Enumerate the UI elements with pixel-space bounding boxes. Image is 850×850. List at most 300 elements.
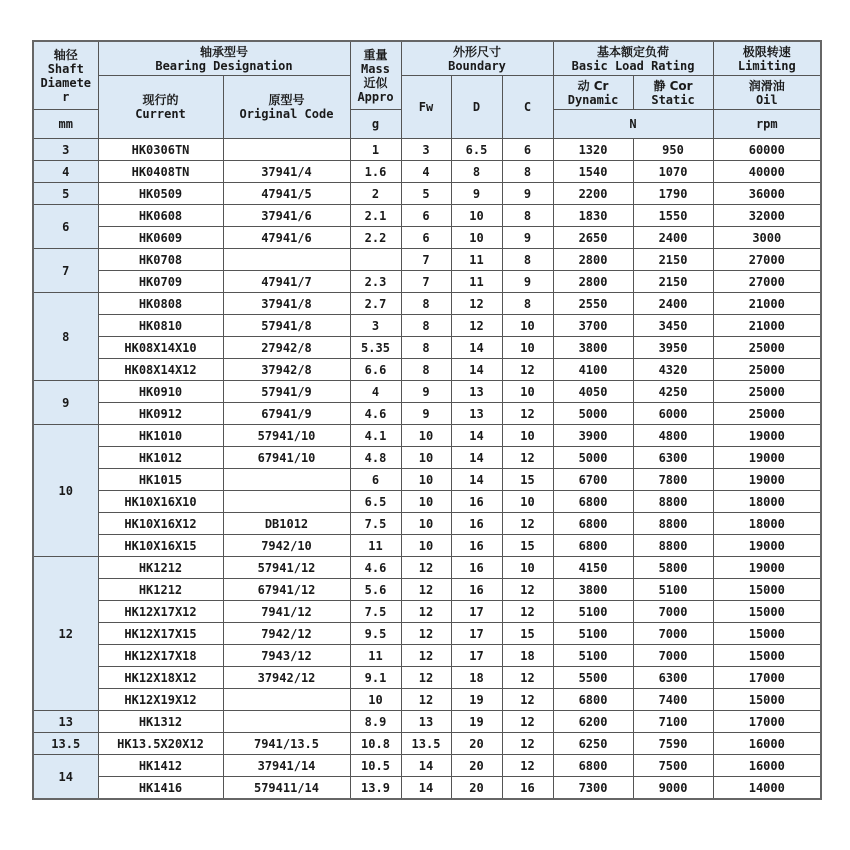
c-cell: 8 bbox=[502, 249, 553, 271]
oil-speed-cell: 19000 bbox=[713, 447, 821, 469]
c-cell: 8 bbox=[502, 293, 553, 315]
fw-cell: 13 bbox=[401, 711, 451, 733]
unit-mass: g bbox=[350, 110, 401, 139]
static-load-cell: 5800 bbox=[633, 557, 713, 579]
table-row bbox=[33, 733, 821, 755]
mass-en-label: Mass bbox=[361, 61, 390, 76]
current-code-cell: HK1416 bbox=[98, 777, 223, 800]
c-cell: 10 bbox=[502, 337, 553, 359]
d-cell: 17 bbox=[451, 623, 502, 645]
designation-cn-label: 轴承型号 bbox=[199, 44, 248, 59]
oil-speed-cell: 27000 bbox=[713, 271, 821, 293]
current-code-cell: HK12X17X12 bbox=[98, 601, 223, 623]
dynamic-load-cell: 5000 bbox=[553, 447, 633, 469]
d-cell: 11 bbox=[451, 249, 502, 271]
fw-cell: 12 bbox=[401, 601, 451, 623]
mass-cell: 5.6 bbox=[350, 579, 401, 601]
d-cell: 18 bbox=[451, 667, 502, 689]
oil-speed-cell: 40000 bbox=[713, 161, 821, 183]
shaft-diameter-cell: 4 bbox=[33, 161, 98, 183]
original-en-label: Original Code bbox=[239, 107, 334, 121]
static-load-cell: 5100 bbox=[633, 579, 713, 601]
current-code-cell: HK0708 bbox=[98, 249, 223, 271]
current-code-cell: HK0609 bbox=[98, 227, 223, 249]
mass-cell: 4.6 bbox=[350, 557, 401, 579]
static-load-cell: 950 bbox=[633, 139, 713, 161]
d-cell: 16 bbox=[451, 557, 502, 579]
oil-speed-cell: 25000 bbox=[713, 403, 821, 425]
current-code-cell: HK12X17X18 bbox=[98, 645, 223, 667]
current-code-cell: HK1312 bbox=[98, 711, 223, 733]
original-code-cell: 47941/7 bbox=[223, 271, 350, 293]
mass-cell: 4.6 bbox=[350, 403, 401, 425]
mass-cell: 8.9 bbox=[350, 711, 401, 733]
oil-speed-cell: 21000 bbox=[713, 293, 821, 315]
current-code-cell: HK10X16X12 bbox=[98, 513, 223, 535]
original-code-cell: 37942/12 bbox=[223, 667, 350, 689]
dynamic-load-cell: 6800 bbox=[553, 755, 633, 777]
original-code-cell: 37941/4 bbox=[223, 161, 350, 183]
oil-speed-cell: 25000 bbox=[713, 337, 821, 359]
mass-cell bbox=[350, 249, 401, 271]
header-oil bbox=[713, 76, 821, 110]
static-load-cell: 2150 bbox=[633, 271, 713, 293]
mass-cn-label: 重量 bbox=[363, 47, 388, 62]
d-cell: 16 bbox=[451, 513, 502, 535]
header-limiting-speed bbox=[713, 41, 821, 76]
fw-cell: 14 bbox=[401, 755, 451, 777]
fw-cell: 12 bbox=[401, 645, 451, 667]
fw-cell: 8 bbox=[401, 359, 451, 381]
shaft-en-label: Shaft bbox=[47, 61, 84, 76]
mass-cell: 2.7 bbox=[350, 293, 401, 315]
table-row bbox=[33, 293, 821, 315]
static-load-cell: 8800 bbox=[633, 513, 713, 535]
static-load-cell: 3950 bbox=[633, 337, 713, 359]
fw-cell: 3 bbox=[401, 139, 451, 161]
fw-cell: 9 bbox=[401, 403, 451, 425]
fw-cell: 6 bbox=[401, 205, 451, 227]
fw-cell: 13.5 bbox=[401, 733, 451, 755]
dynamic-load-cell: 4100 bbox=[553, 359, 633, 381]
d-cell: 20 bbox=[451, 755, 502, 777]
c-cell: 10 bbox=[502, 557, 553, 579]
table-row bbox=[33, 205, 821, 227]
c-cell: 9 bbox=[502, 183, 553, 205]
oil-speed-cell: 18000 bbox=[713, 513, 821, 535]
fw-cell: 10 bbox=[401, 425, 451, 447]
original-code-cell: 579411/14 bbox=[223, 777, 350, 800]
mass-cell: 7.5 bbox=[350, 601, 401, 623]
c-cell: 10 bbox=[502, 425, 553, 447]
mass-cell: 13.9 bbox=[350, 777, 401, 800]
d-cell: 9 bbox=[451, 183, 502, 205]
oil-en-label: Oil bbox=[755, 92, 778, 107]
fw-cell: 14 bbox=[401, 777, 451, 800]
oil-speed-cell: 18000 bbox=[713, 491, 821, 513]
d-cell: 13 bbox=[451, 381, 502, 403]
fw-cell: 12 bbox=[401, 623, 451, 645]
current-code-cell: HK1010 bbox=[98, 425, 223, 447]
mass-cell: 2 bbox=[350, 183, 401, 205]
table-row bbox=[33, 601, 821, 623]
shaft-diameter-cell: 8 bbox=[33, 293, 98, 381]
current-code-cell: HK12X19X12 bbox=[98, 689, 223, 711]
static-load-cell: 7400 bbox=[633, 689, 713, 711]
header-dynamic bbox=[553, 76, 633, 110]
oil-speed-cell: 15000 bbox=[713, 579, 821, 601]
static-load-cell: 1550 bbox=[633, 205, 713, 227]
current-code-cell: HK1012 bbox=[98, 447, 223, 469]
original-code-cell bbox=[223, 689, 350, 711]
original-code-cell: 27942/8 bbox=[223, 337, 350, 359]
static-load-cell: 7000 bbox=[633, 601, 713, 623]
original-code-cell: 37941/8 bbox=[223, 293, 350, 315]
static-load-cell: 6300 bbox=[633, 667, 713, 689]
current-code-cell: HK1412 bbox=[98, 755, 223, 777]
original-code-cell bbox=[223, 469, 350, 491]
dynamic-load-cell: 5500 bbox=[553, 667, 633, 689]
fw-cell: 9 bbox=[401, 381, 451, 403]
oil-speed-cell: 17000 bbox=[713, 667, 821, 689]
static-cn-label: 静 Cor bbox=[653, 78, 693, 93]
mass-cell: 6.6 bbox=[350, 359, 401, 381]
current-code-cell: HK0608 bbox=[98, 205, 223, 227]
approx-en-label: Appro bbox=[357, 89, 394, 104]
c-cell: 12 bbox=[502, 579, 553, 601]
header-d: D bbox=[451, 76, 502, 139]
header-load-rating bbox=[553, 41, 713, 76]
fw-cell: 6 bbox=[401, 227, 451, 249]
dynamic-load-cell: 4050 bbox=[553, 381, 633, 403]
unit-speed: rpm bbox=[713, 110, 821, 139]
current-code-cell: HK08X14X10 bbox=[98, 337, 223, 359]
original-code-cell bbox=[223, 139, 350, 161]
current-code-cell: HK10X16X15 bbox=[98, 535, 223, 557]
oil-speed-cell: 16000 bbox=[713, 733, 821, 755]
fw-cell: 4 bbox=[401, 161, 451, 183]
current-code-cell: HK0408TN bbox=[98, 161, 223, 183]
d-cell: 8 bbox=[451, 161, 502, 183]
static-load-cell: 4320 bbox=[633, 359, 713, 381]
dynamic-en-label: Dynamic bbox=[567, 92, 619, 107]
c-cell: 18 bbox=[502, 645, 553, 667]
original-cn-label: 原型号 bbox=[268, 93, 305, 107]
dynamic-load-cell: 6800 bbox=[553, 513, 633, 535]
fw-cell: 5 bbox=[401, 183, 451, 205]
table-row bbox=[33, 623, 821, 645]
original-code-cell bbox=[223, 249, 350, 271]
d-cell: 20 bbox=[451, 733, 502, 755]
mass-cell: 6 bbox=[350, 469, 401, 491]
dynamic-load-cell: 2200 bbox=[553, 183, 633, 205]
fw-cell: 10 bbox=[401, 491, 451, 513]
shaft-diameter-cell: 13.5 bbox=[33, 733, 98, 755]
header-boundary bbox=[401, 41, 553, 76]
dynamic-load-cell: 1830 bbox=[553, 205, 633, 227]
original-code-cell: 67941/9 bbox=[223, 403, 350, 425]
header-fw: Fw bbox=[401, 76, 451, 139]
mass-cell: 5.35 bbox=[350, 337, 401, 359]
current-code-cell: HK1212 bbox=[98, 579, 223, 601]
fw-cell: 10 bbox=[401, 535, 451, 557]
dynamic-load-cell: 2650 bbox=[553, 227, 633, 249]
fw-cell: 7 bbox=[401, 271, 451, 293]
dynamic-load-cell: 6800 bbox=[553, 491, 633, 513]
header-current bbox=[98, 76, 223, 139]
table-row bbox=[33, 271, 821, 293]
d-cell: 10 bbox=[451, 227, 502, 249]
c-cell: 9 bbox=[502, 227, 553, 249]
static-load-cell: 7590 bbox=[633, 733, 713, 755]
c-cell: 10 bbox=[502, 491, 553, 513]
table-row bbox=[33, 469, 821, 491]
d-cell: 6.5 bbox=[451, 139, 502, 161]
current-cn-label: 现行的 bbox=[142, 93, 179, 107]
oil-speed-cell: 19000 bbox=[713, 425, 821, 447]
current-code-cell: HK0808 bbox=[98, 293, 223, 315]
d-cell: 19 bbox=[451, 711, 502, 733]
dynamic-load-cell: 3800 bbox=[553, 337, 633, 359]
c-cell: 8 bbox=[502, 161, 553, 183]
header-mass bbox=[350, 41, 401, 110]
dynamic-load-cell: 6250 bbox=[553, 733, 633, 755]
mass-cell: 2.3 bbox=[350, 271, 401, 293]
c-cell: 12 bbox=[502, 447, 553, 469]
c-cell: 15 bbox=[502, 469, 553, 491]
table-row bbox=[33, 227, 821, 249]
unit-load: N bbox=[553, 110, 713, 139]
unit-shaft: mm bbox=[33, 110, 98, 139]
table-row bbox=[33, 359, 821, 381]
static-load-cell: 2400 bbox=[633, 227, 713, 249]
dynamic-load-cell: 5100 bbox=[553, 601, 633, 623]
c-cell: 10 bbox=[502, 381, 553, 403]
table-row bbox=[33, 491, 821, 513]
fw-cell: 8 bbox=[401, 315, 451, 337]
oil-speed-cell: 15000 bbox=[713, 601, 821, 623]
table-row bbox=[33, 139, 821, 161]
oil-speed-cell: 15000 bbox=[713, 645, 821, 667]
static-load-cell: 2400 bbox=[633, 293, 713, 315]
table-row bbox=[33, 183, 821, 205]
original-code-cell: 47941/5 bbox=[223, 183, 350, 205]
table-row bbox=[33, 667, 821, 689]
approx-cn-label: 近似 bbox=[363, 75, 388, 90]
shaft-diameter-cell: 10 bbox=[33, 425, 98, 557]
table-row bbox=[33, 513, 821, 535]
shaft-diameter-cell: 12 bbox=[33, 557, 98, 711]
shaft-diameter-cell: 14 bbox=[33, 755, 98, 800]
static-load-cell: 7000 bbox=[633, 645, 713, 667]
d-cell: 11 bbox=[451, 271, 502, 293]
d-cell: 10 bbox=[451, 205, 502, 227]
table-row bbox=[33, 337, 821, 359]
dynamic-load-cell: 6200 bbox=[553, 711, 633, 733]
c-cell: 16 bbox=[502, 777, 553, 800]
oil-speed-cell: 19000 bbox=[713, 557, 821, 579]
d-cell: 20 bbox=[451, 777, 502, 800]
mass-cell: 4.8 bbox=[350, 447, 401, 469]
current-code-cell: HK10X16X10 bbox=[98, 491, 223, 513]
c-cell: 10 bbox=[502, 315, 553, 337]
mass-cell: 6.5 bbox=[350, 491, 401, 513]
mass-cell: 2.1 bbox=[350, 205, 401, 227]
static-load-cell: 8800 bbox=[633, 535, 713, 557]
shaft-diameter-cell: 13 bbox=[33, 711, 98, 733]
mass-cell: 10.8 bbox=[350, 733, 401, 755]
header-static bbox=[633, 76, 713, 110]
static-load-cell: 2150 bbox=[633, 249, 713, 271]
dynamic-load-cell: 2550 bbox=[553, 293, 633, 315]
dynamic-load-cell: 2800 bbox=[553, 271, 633, 293]
dynamic-load-cell: 2800 bbox=[553, 249, 633, 271]
designation-en-label: Bearing Designation bbox=[155, 58, 293, 73]
current-code-cell: HK0709 bbox=[98, 271, 223, 293]
header-original-code bbox=[223, 76, 350, 139]
c-cell: 12 bbox=[502, 755, 553, 777]
speed-cn-label: 极限转速 bbox=[742, 44, 791, 59]
oil-speed-cell: 19000 bbox=[713, 535, 821, 557]
table-row bbox=[33, 447, 821, 469]
original-code-cell: DB1012 bbox=[223, 513, 350, 535]
table-row bbox=[33, 711, 821, 733]
shaft-diameter-cell: 6 bbox=[33, 205, 98, 249]
table-row bbox=[33, 557, 821, 579]
oil-speed-cell: 36000 bbox=[713, 183, 821, 205]
oil-speed-cell: 25000 bbox=[713, 359, 821, 381]
c-cell: 15 bbox=[502, 623, 553, 645]
shaft-diameter-cell: 5 bbox=[33, 183, 98, 205]
dynamic-load-cell: 5100 bbox=[553, 645, 633, 667]
mass-cell: 10 bbox=[350, 689, 401, 711]
current-en-label: Current bbox=[135, 107, 186, 121]
current-code-cell: HK08X14X12 bbox=[98, 359, 223, 381]
current-code-cell: HK0910 bbox=[98, 381, 223, 403]
original-code-cell: 37941/6 bbox=[223, 205, 350, 227]
d-cell: 12 bbox=[451, 315, 502, 337]
c-cell: 12 bbox=[502, 711, 553, 733]
fw-cell: 12 bbox=[401, 689, 451, 711]
table-body bbox=[33, 139, 821, 800]
static-load-cell: 1070 bbox=[633, 161, 713, 183]
table-row bbox=[33, 645, 821, 667]
fw-cell: 12 bbox=[401, 579, 451, 601]
bearing-spec-table bbox=[32, 40, 822, 800]
dynamic-load-cell: 3700 bbox=[553, 315, 633, 337]
original-code-cell bbox=[223, 711, 350, 733]
table-row bbox=[33, 425, 821, 447]
current-code-cell: HK13.5X20X12 bbox=[98, 733, 223, 755]
oil-speed-cell: 14000 bbox=[713, 777, 821, 800]
oil-speed-cell: 27000 bbox=[713, 249, 821, 271]
fw-cell: 10 bbox=[401, 469, 451, 491]
table-row bbox=[33, 777, 821, 800]
d-cell: 13 bbox=[451, 403, 502, 425]
load-cn-label: 基本额定负荷 bbox=[597, 44, 670, 59]
dynamic-load-cell: 3800 bbox=[553, 579, 633, 601]
table-row bbox=[33, 381, 821, 403]
original-code-cell: 7941/13.5 bbox=[223, 733, 350, 755]
mass-cell: 4 bbox=[350, 381, 401, 403]
original-code-cell: 7943/12 bbox=[223, 645, 350, 667]
d-cell: 12 bbox=[451, 293, 502, 315]
original-code-cell: 7942/12 bbox=[223, 623, 350, 645]
current-code-cell: HK1015 bbox=[98, 469, 223, 491]
oil-speed-cell: 15000 bbox=[713, 623, 821, 645]
original-code-cell: 57941/10 bbox=[223, 425, 350, 447]
header-bearing-designation bbox=[98, 41, 350, 76]
fw-cell: 8 bbox=[401, 337, 451, 359]
c-cell: 12 bbox=[502, 689, 553, 711]
static-load-cell: 7500 bbox=[633, 755, 713, 777]
d-cell: 19 bbox=[451, 689, 502, 711]
oil-speed-cell: 60000 bbox=[713, 139, 821, 161]
original-code-cell: 57941/9 bbox=[223, 381, 350, 403]
c-cell: 12 bbox=[502, 403, 553, 425]
current-code-cell: HK0509 bbox=[98, 183, 223, 205]
mass-cell: 9.5 bbox=[350, 623, 401, 645]
c-cell: 12 bbox=[502, 733, 553, 755]
shaft-diameter-cell: 3 bbox=[33, 139, 98, 161]
boundary-en-label: Boundary bbox=[448, 58, 506, 73]
mass-cell: 7.5 bbox=[350, 513, 401, 535]
oil-speed-cell: 21000 bbox=[713, 315, 821, 337]
fw-cell: 10 bbox=[401, 513, 451, 535]
static-load-cell: 6300 bbox=[633, 447, 713, 469]
d-cell: 16 bbox=[451, 491, 502, 513]
mass-cell: 1 bbox=[350, 139, 401, 161]
static-load-cell: 4800 bbox=[633, 425, 713, 447]
dynamic-load-cell: 6800 bbox=[553, 535, 633, 557]
static-load-cell: 7800 bbox=[633, 469, 713, 491]
table-row bbox=[33, 315, 821, 337]
original-code-cell: 57941/12 bbox=[223, 557, 350, 579]
table-row bbox=[33, 579, 821, 601]
dynamic-load-cell: 5000 bbox=[553, 403, 633, 425]
dynamic-load-cell: 6700 bbox=[553, 469, 633, 491]
oil-speed-cell: 3000 bbox=[713, 227, 821, 249]
table-row bbox=[33, 161, 821, 183]
c-cell: 6 bbox=[502, 139, 553, 161]
shaft-en-label-2: Diamete bbox=[40, 75, 92, 90]
current-code-cell: HK0912 bbox=[98, 403, 223, 425]
c-cell: 9 bbox=[502, 271, 553, 293]
shaft-cn-label: 轴径 bbox=[53, 47, 78, 62]
original-code-cell: 37942/8 bbox=[223, 359, 350, 381]
static-load-cell: 7100 bbox=[633, 711, 713, 733]
dynamic-load-cell: 5100 bbox=[553, 623, 633, 645]
mass-cell: 11 bbox=[350, 535, 401, 557]
oil-speed-cell: 32000 bbox=[713, 205, 821, 227]
static-load-cell: 8800 bbox=[633, 491, 713, 513]
c-cell: 12 bbox=[502, 667, 553, 689]
static-load-cell: 6000 bbox=[633, 403, 713, 425]
original-code-cell: 57941/8 bbox=[223, 315, 350, 337]
original-code-cell bbox=[223, 491, 350, 513]
shaft-diameter-cell: 7 bbox=[33, 249, 98, 293]
original-code-cell: 7941/12 bbox=[223, 601, 350, 623]
static-en-label: Static bbox=[651, 92, 695, 107]
table-row bbox=[33, 249, 821, 271]
static-load-cell: 3450 bbox=[633, 315, 713, 337]
header-shaft-diameter bbox=[33, 41, 98, 110]
static-load-cell: 4250 bbox=[633, 381, 713, 403]
static-load-cell: 9000 bbox=[633, 777, 713, 800]
dynamic-load-cell: 3900 bbox=[553, 425, 633, 447]
current-code-cell: HK0810 bbox=[98, 315, 223, 337]
static-load-cell: 7000 bbox=[633, 623, 713, 645]
